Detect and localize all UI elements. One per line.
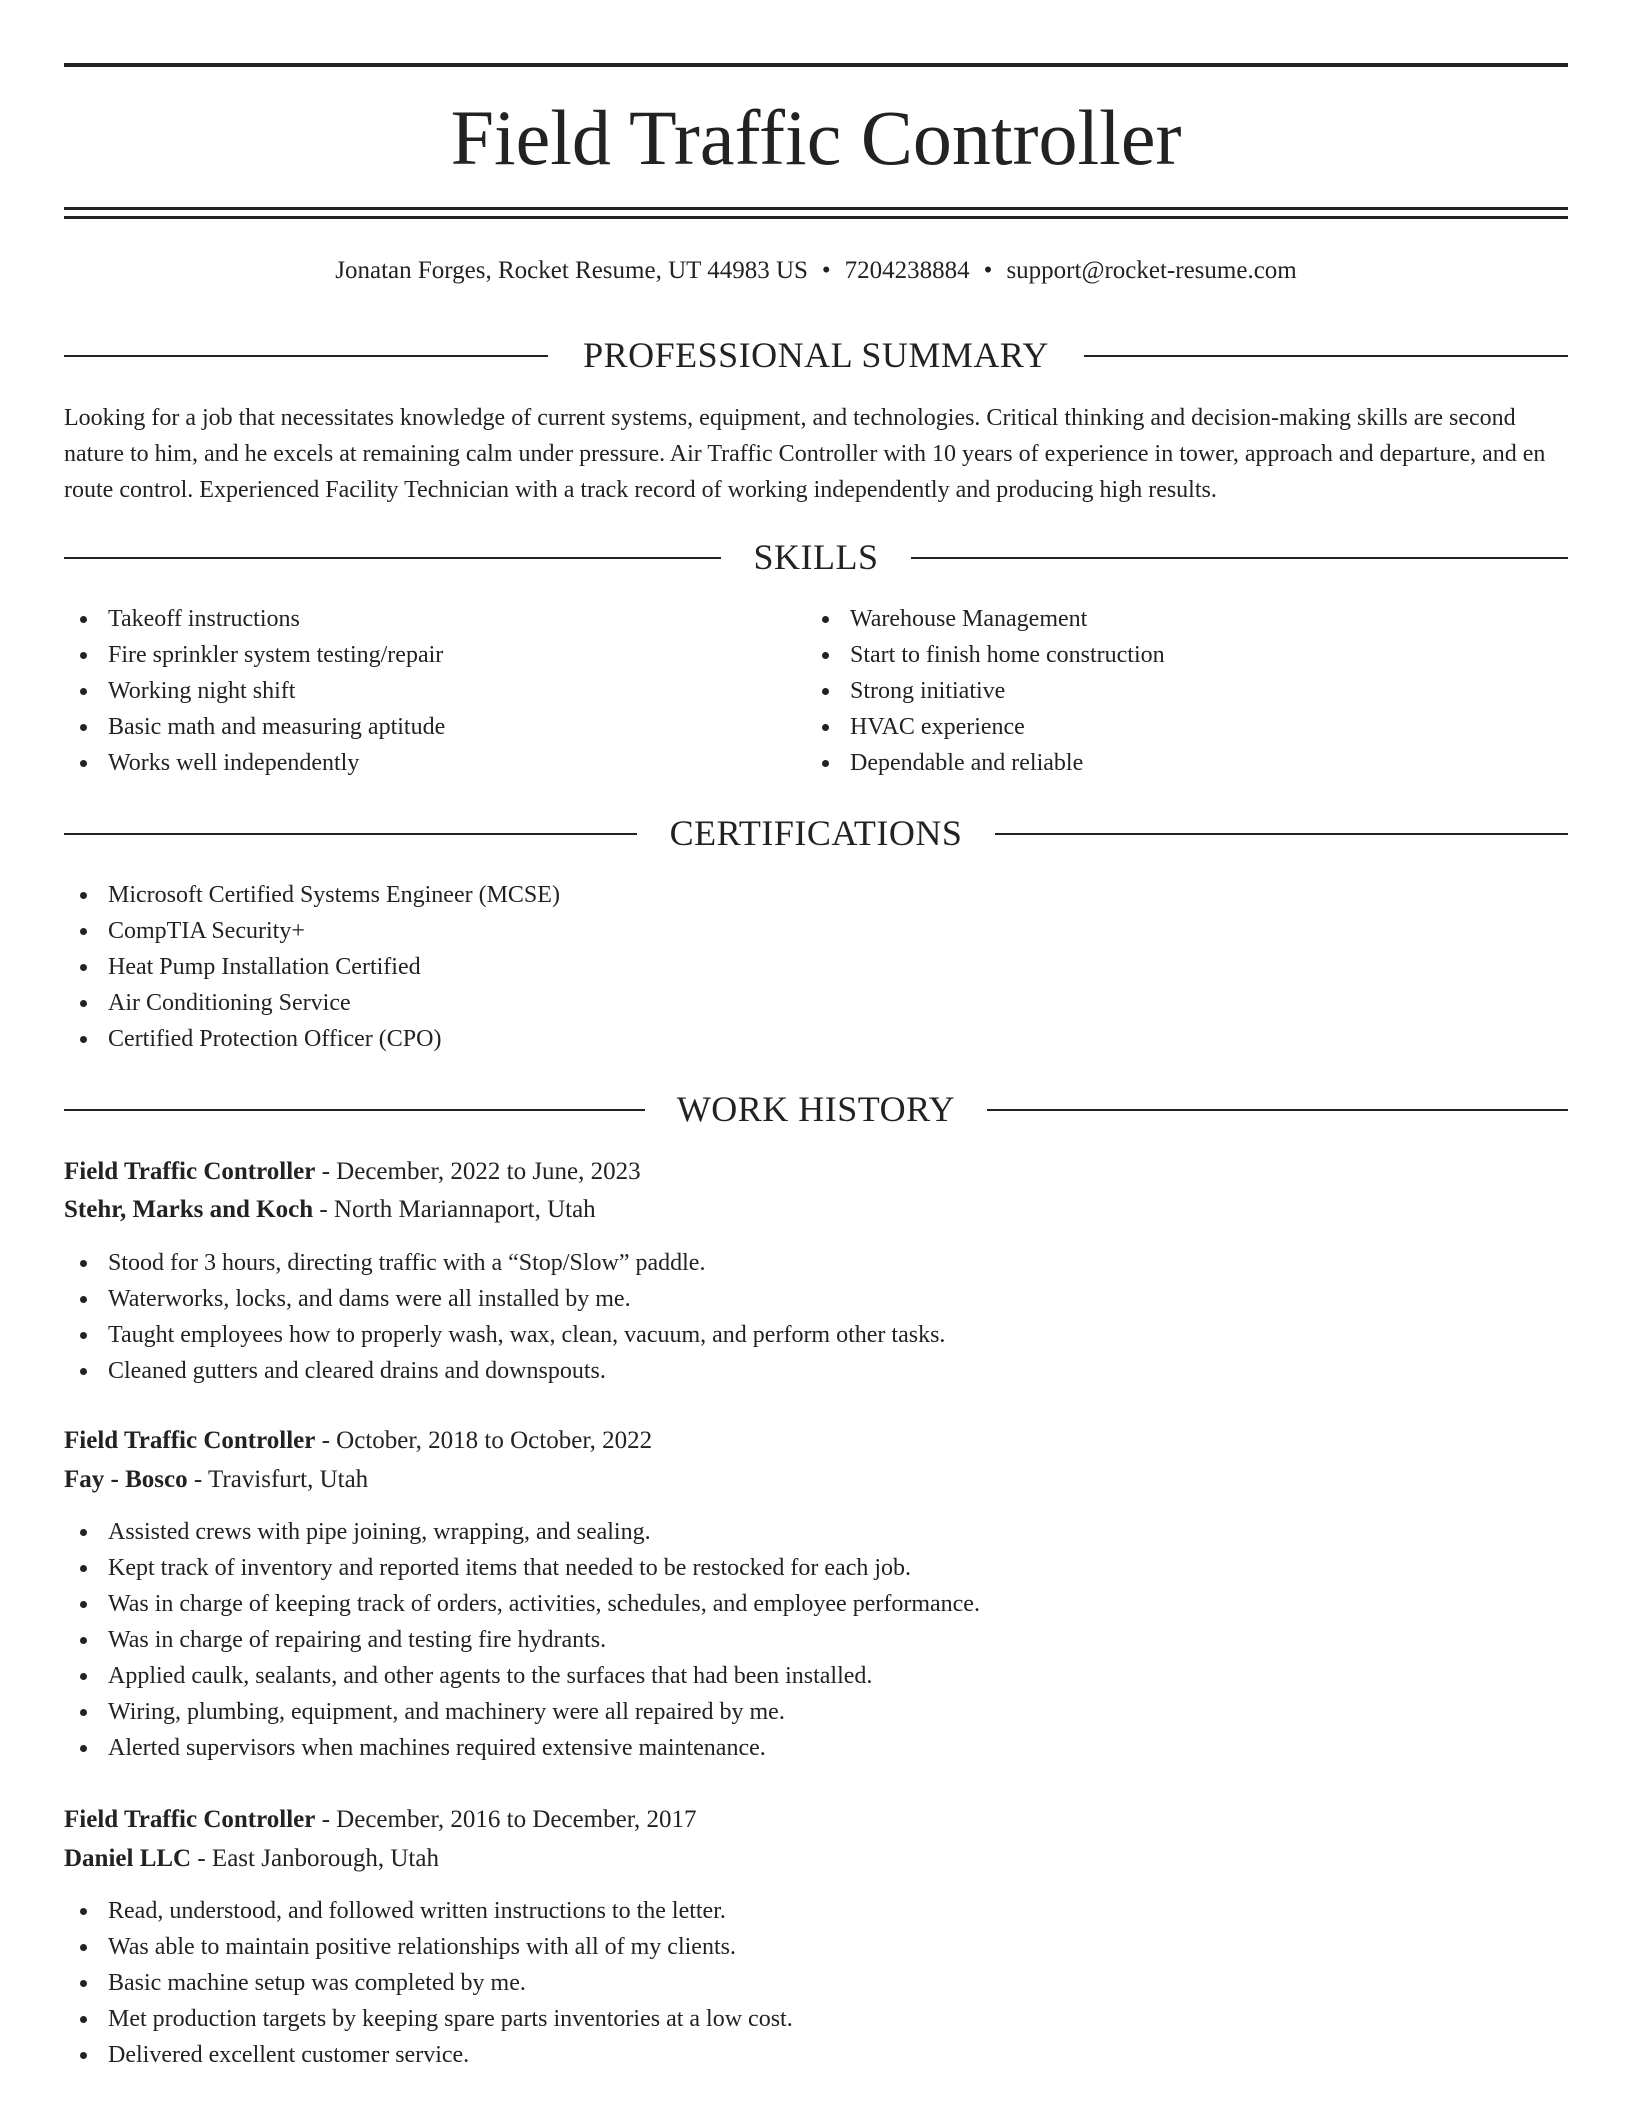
job-title: Field Traffic Controller [64, 1158, 316, 1185]
certifications-heading-text: CERTIFICATIONS [638, 813, 995, 853]
job-bullet: Basic machine setup was completed by me. [64, 1965, 793, 2001]
certifications-section-heading [64, 808, 1568, 858]
job-bullet: Applied caulk, sealants, and other agents to the surfaces that had been installed. [64, 1658, 980, 1694]
skills-section-heading [64, 532, 1568, 582]
contact-separator: • [983, 257, 993, 284]
skills-heading-text: SKILLS [721, 537, 910, 577]
job-bullets [64, 1245, 945, 1389]
job-bullet: Was in charge of repairing and testing fire hydrants. [64, 1622, 980, 1658]
job-location: - Travisfurt, Utah [187, 1466, 369, 1493]
certification-item: Microsoft Certified Systems Engineer (MCSE) [64, 877, 560, 913]
job-bullet: Was in charge of keeping track of orders, activities, schedules, and employee performance. [64, 1586, 980, 1622]
skill-item: HVAC experience [806, 709, 1165, 745]
work-history-section-heading [64, 1084, 1568, 1134]
job-bullets [64, 1893, 793, 2073]
skills-list-right [806, 601, 1165, 781]
job-dates: - December, 2022 to June, 2023 [315, 1158, 641, 1185]
job-bullet: Wiring, plumbing, equipment, and machinery were all repaired by me. [64, 1694, 980, 1730]
summary-heading [64, 330, 1568, 380]
job-company-line [64, 1191, 596, 1229]
job-bullet: Read, understood, and followed written instructions to the letter. [64, 1893, 793, 1929]
job-bullet: Delivered excellent customer service. [64, 2037, 793, 2073]
job-dates: - December, 2016 to December, 2017 [315, 1806, 697, 1833]
work-history-heading [64, 1084, 1568, 1134]
job-dates: - October, 2018 to October, 2022 [315, 1427, 653, 1454]
job-company-line [64, 1840, 439, 1878]
job-title-line [64, 1422, 652, 1460]
contact-separator: • [821, 257, 831, 284]
job-company: Fay - Bosco [64, 1466, 188, 1493]
job-bullet: Stood for 3 hours, directing traffic with a “Stop/Slow” paddle. [64, 1245, 945, 1281]
work-history-heading-text: WORK HISTORY [645, 1089, 987, 1129]
summary-section-heading [64, 330, 1568, 380]
skill-item: Warehouse Management [806, 601, 1165, 637]
skill-item: Dependable and reliable [806, 745, 1165, 781]
skill-item: Working night shift [64, 673, 445, 709]
title-double-rule-2 [64, 216, 1568, 219]
certifications-heading [64, 808, 1568, 858]
job-title: Field Traffic Controller [64, 1806, 316, 1833]
job-bullet: Taught employees how to properly wash, wax, clean, vacuum, and perform other tasks. [64, 1317, 945, 1353]
summary-heading-text: PROFESSIONAL SUMMARY [551, 335, 1081, 375]
certification-item: CompTIA Security+ [64, 913, 560, 949]
job-bullet: Alerted supervisors when machines required extensive maintenance. [64, 1730, 980, 1766]
job-company: Daniel LLC [64, 1845, 192, 1872]
job-company-line [64, 1461, 368, 1499]
certification-item: Certified Protection Officer (CPO) [64, 1021, 560, 1057]
job-title-line [64, 1153, 641, 1191]
skill-item: Fire sprinkler system testing/repair [64, 637, 445, 673]
job-bullet: Cleaned gutters and cleared drains and downspouts. [64, 1353, 945, 1389]
skills-list-left [64, 601, 445, 781]
title-double-rule-1 [64, 207, 1568, 210]
summary-text: Looking for a job that necessitates knowledge of current systems, equipment, and technologies. Critical thinking and decision-making skills are second nature to him, and he excels at remaining calm under pressure. Air Traffic Controller with 10 years of experience in tower, approach and departure, and en route control. Experienced Facility Technician with a track record of working independently and producing high results. [64, 405, 1546, 503]
contact-line [64, 253, 1568, 289]
job-location: - East Janborough, Utah [191, 1845, 439, 1872]
skill-item: Basic math and measuring aptitude [64, 709, 445, 745]
skill-item: Start to finish home construction [806, 637, 1165, 673]
skill-item: Works well independently [64, 745, 445, 781]
job-title: Field Traffic Controller [64, 1427, 316, 1454]
top-rule [64, 63, 1568, 67]
job-title-line [64, 1801, 697, 1839]
certification-item: Air Conditioning Service [64, 985, 560, 1021]
skill-item: Strong initiative [806, 673, 1165, 709]
contact-address: Jonatan Forges, Rocket Resume, UT 44983 US [335, 257, 808, 284]
contact-email[interactable]: support@rocket-resume.com [1006, 257, 1297, 284]
job-bullet: Met production targets by keeping spare parts inventories at a low cost. [64, 2001, 793, 2037]
certification-item: Heat Pump Installation Certified [64, 949, 560, 985]
job-bullet: Was able to maintain positive relationships with all of my clients. [64, 1929, 793, 1965]
skill-item: Takeoff instructions [64, 601, 445, 637]
skills-heading [64, 532, 1568, 582]
job-bullet: Assisted crews with pipe joining, wrapping, and sealing. [64, 1514, 980, 1550]
job-bullet: Kept track of inventory and reported items that needed to be restocked for each job. [64, 1550, 980, 1586]
contact-phone: 7204238884 [844, 257, 970, 284]
job-location: - North Mariannaport, Utah [313, 1196, 596, 1223]
job-company: Stehr, Marks and Koch [64, 1196, 314, 1223]
certifications-list [64, 877, 560, 1057]
resume-title: Field Traffic Controller [450, 94, 1182, 181]
job-bullet: Waterworks, locks, and dams were all installed by me. [64, 1281, 945, 1317]
job-bullets [64, 1514, 980, 1766]
